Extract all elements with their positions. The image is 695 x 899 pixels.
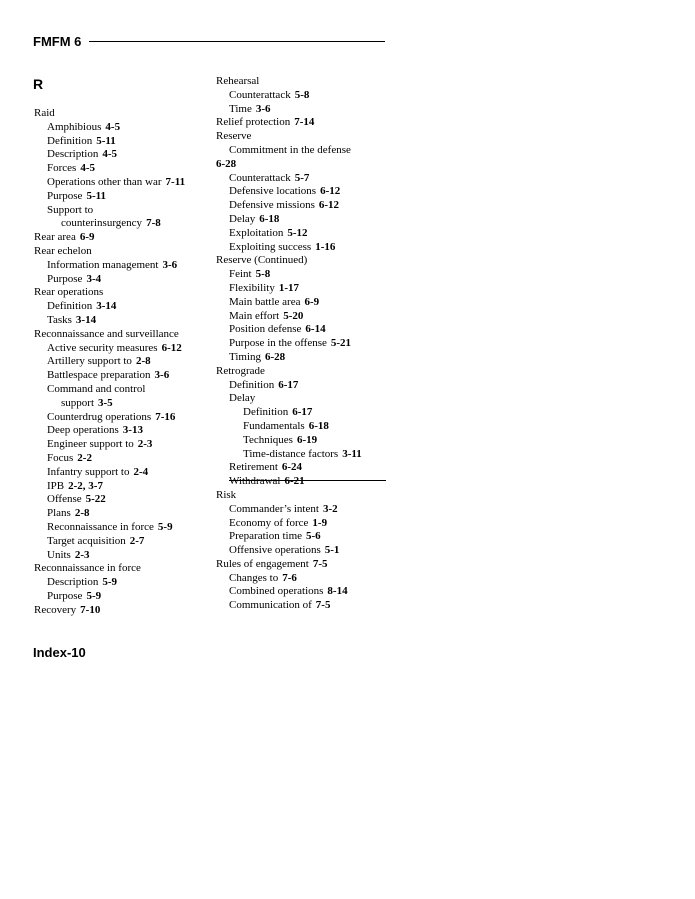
index-entry: [34, 452, 216, 466]
index-entry: [34, 397, 216, 411]
index-page-ref: 7-6: [282, 571, 297, 584]
index-entry: [216, 351, 406, 365]
index-term: Preparation time: [229, 530, 303, 543]
index-entry: [216, 489, 406, 503]
index-page-ref: 5-11: [86, 189, 107, 202]
index-term: Definition: [47, 134, 93, 147]
index-page-ref: 7-11: [165, 175, 186, 188]
index-entry: [216, 144, 406, 158]
index-entry: [34, 286, 216, 300]
index-term: Reconnaissance in force: [47, 520, 154, 533]
index-entry: [216, 544, 406, 558]
index-page-ref: 7-5: [315, 599, 331, 612]
index-term: Information management: [47, 258, 159, 271]
index-entry: [34, 562, 216, 576]
index-entry: [216, 420, 406, 434]
index-entry: [216, 448, 406, 462]
index-page-ref: 2-8: [135, 355, 151, 368]
index-page-ref: 6-14: [305, 323, 326, 336]
index-entry: [34, 549, 216, 563]
index-entry: [216, 75, 406, 89]
index-entry: [34, 190, 216, 204]
index-page-ref: 5-12: [287, 226, 308, 239]
index-page-ref: 5-8: [255, 268, 271, 281]
index-term: Reserve: [216, 130, 252, 143]
index-entry: [34, 328, 216, 342]
index-term: Time-distance factors: [243, 447, 339, 460]
index-page-ref: 1-17: [278, 281, 300, 294]
index-page-ref: 3-2: [322, 502, 338, 515]
index-entry: [34, 162, 216, 176]
index-entry: [34, 438, 216, 452]
index-page-ref: 5-1: [324, 544, 340, 557]
index-entry: [216, 282, 406, 296]
index-entry: [34, 300, 216, 314]
index-page-ref: 6-28: [216, 157, 237, 170]
index-entry: [216, 296, 406, 310]
index-term: Position defense: [229, 323, 302, 336]
index-page-ref: 6-28: [265, 350, 286, 363]
index-page-ref: 3-6: [255, 102, 271, 115]
index-term: Exploitation: [229, 226, 284, 239]
index-page-ref: 1-16: [315, 240, 336, 253]
index-entry: [34, 135, 216, 149]
index-term: Delay: [229, 392, 256, 405]
index-page-ref: 7-8: [146, 217, 161, 230]
index-term: Relief protection: [216, 116, 291, 129]
index-page-ref: 2-4: [133, 465, 149, 478]
index-page-ref: 5-9: [86, 589, 102, 602]
index-term: Rear echelon: [34, 244, 92, 257]
index-page-ref: 6-24: [281, 461, 303, 474]
index-entry: [34, 369, 216, 383]
index-term: Focus: [47, 451, 74, 464]
index-term: Deep operations: [47, 424, 119, 437]
index-term: Flexibility: [229, 281, 275, 294]
index-page-ref: 5-21: [330, 337, 352, 350]
index-entry: [34, 411, 216, 425]
index-term: Infantry support to: [47, 465, 130, 478]
index-term: Counterattack: [229, 171, 291, 184]
index-term: Retirement: [229, 461, 278, 474]
index-term: Rear area: [34, 231, 76, 244]
index-term: Risk: [216, 488, 237, 501]
index-entry: [216, 130, 406, 144]
index-term: Defensive locations: [229, 185, 317, 198]
index-term: Delay: [229, 212, 256, 225]
index-term: support: [61, 396, 94, 409]
index-page-ref: 6-9: [79, 231, 95, 244]
index-page-ref: 6-9: [304, 295, 320, 308]
index-entry: [216, 227, 406, 241]
index-page-ref: 3-11: [342, 447, 362, 460]
index-page-ref: 4-5: [80, 162, 95, 175]
index-entry: [34, 507, 216, 521]
index-column-left: [34, 107, 216, 617]
index-entry: [216, 517, 406, 531]
index-entry: [216, 199, 406, 213]
section-letter: R: [33, 76, 44, 92]
index-page-ref: 3-5: [98, 396, 113, 409]
index-entry: [216, 379, 406, 393]
index-page-ref: 5-9: [157, 520, 173, 533]
index-entry: [216, 585, 406, 599]
index-page-ref: 4-5: [105, 120, 121, 133]
index-entry: [216, 268, 406, 282]
index-page-ref: 5-22: [85, 493, 106, 506]
index-page-ref: 7-10: [80, 603, 101, 616]
index-entry: [34, 466, 216, 480]
index-term: Rear operations: [34, 286, 104, 299]
index-page-ref: 3-13: [122, 424, 143, 437]
index-entry: [216, 323, 406, 337]
index-entry: [34, 355, 216, 369]
index-page-ref: 6-17: [278, 378, 299, 391]
index-entry: [34, 231, 216, 245]
index-page-ref: 6-17: [292, 406, 313, 419]
index-page-ref: 5-7: [294, 171, 310, 184]
page-header: [33, 34, 385, 50]
index-page-ref: 3-6: [154, 369, 170, 382]
index-term: Description: [47, 148, 99, 161]
index-entry: [34, 424, 216, 438]
index-term: Offensive operations: [229, 544, 321, 557]
index-page-ref: 5-6: [306, 530, 321, 543]
index-term: Rules of engagement: [216, 557, 309, 570]
index-entry: [34, 217, 216, 231]
index-entry: [34, 576, 216, 590]
index-page-ref: 5-20: [283, 309, 304, 322]
index-entry: [34, 521, 216, 535]
index-term: Target acquisition: [47, 534, 126, 547]
index-entry: [216, 103, 406, 117]
index-term: Withdrawal: [229, 475, 281, 488]
index-entry: [216, 406, 406, 420]
index-term: Command and control: [47, 382, 146, 395]
index-page-ref: 6-18: [308, 419, 329, 432]
index-page-ref: 3-14: [75, 313, 97, 326]
index-term: Feint: [229, 268, 252, 281]
index-page-ref: 5-9: [102, 576, 117, 589]
index-term: Definition: [47, 300, 93, 313]
index-term: Description: [47, 576, 99, 589]
index-term: Time: [229, 102, 252, 115]
index-entry: [216, 116, 406, 130]
document-title: FMFM 6: [33, 34, 82, 49]
index-entry: [34, 204, 216, 218]
index-page-ref: 5-11: [96, 134, 116, 147]
index-term: Units: [47, 548, 71, 561]
index-entry: [216, 158, 406, 172]
index-entry: [216, 172, 406, 186]
index-entry: [216, 599, 406, 613]
index-term: Techniques: [243, 433, 293, 446]
index-term: Combined operations: [229, 585, 324, 598]
index-entry: [216, 254, 406, 268]
index-entry: [34, 342, 216, 356]
index-entry: [34, 535, 216, 549]
index-entry: [34, 107, 216, 121]
index-page-ref: 2-7: [129, 534, 145, 547]
index-page-ref: 2-3: [74, 548, 90, 561]
index-entry: [216, 572, 406, 586]
index-page-ref: 2-3: [137, 438, 153, 451]
index-term: Reserve (Continued): [216, 254, 308, 267]
index-term: Main effort: [229, 309, 280, 322]
index-term: Purpose in the offense: [229, 337, 327, 350]
header-rule: [89, 41, 385, 42]
index-entry: [216, 461, 406, 475]
index-term: Support to: [47, 203, 94, 216]
index-term: Operations other than war: [47, 175, 162, 188]
index-page-ref: 6-18: [259, 212, 280, 225]
index-entry: [34, 314, 216, 328]
index-page-ref: 2-8: [74, 507, 90, 520]
index-entry: [216, 337, 406, 351]
index-term: IPB: [47, 479, 65, 492]
index-page-ref: 2-2: [77, 451, 92, 464]
index-term: Timing: [229, 350, 262, 363]
index-term: Exploiting success: [229, 240, 312, 253]
index-term: Defensive missions: [229, 199, 315, 212]
index-entry: [216, 434, 406, 448]
index-column-right: [216, 75, 406, 613]
index-term: Engineer support to: [47, 438, 134, 451]
index-entry: [216, 392, 406, 406]
index-page-ref: 6-21: [284, 475, 305, 488]
index-entry: [34, 121, 216, 135]
index-entry: [34, 604, 216, 618]
index-term: Offense: [47, 493, 82, 506]
index-term: Active security measures: [47, 341, 158, 354]
index-page-ref: 1-9: [312, 516, 328, 529]
index-entry: [34, 273, 216, 287]
index-term: Raid: [34, 107, 55, 119]
index-page-ref: 7-5: [312, 557, 328, 570]
index-entry: [216, 185, 406, 199]
index-entry: [216, 310, 406, 324]
index-page-ref: 2-2, 3-7: [68, 479, 103, 492]
index-page-ref: 4-5: [102, 148, 117, 161]
index-term: Communication of: [229, 599, 312, 612]
index-term: Fundamentals: [243, 419, 305, 432]
index-entry: [34, 259, 216, 273]
index-page-ref: 6-12: [161, 341, 182, 354]
index-entry: [216, 241, 406, 255]
index-term: Retrograde: [216, 364, 265, 377]
index-entry: [34, 590, 216, 604]
index-entry: [216, 365, 406, 379]
index-entry: [34, 383, 216, 397]
index-term: Plans: [47, 507, 71, 520]
page-number: Index-10: [33, 645, 86, 660]
index-term: Main battle area: [229, 295, 301, 308]
index-term: Counterattack: [229, 88, 291, 101]
index-entry: [216, 503, 406, 517]
index-term: Counterdrug operations: [47, 410, 152, 423]
index-entry: [34, 493, 216, 507]
index-page-ref: 3-6: [162, 258, 178, 271]
index-entry: [216, 213, 406, 227]
index-term: Artillery support to: [47, 355, 132, 368]
index-term: Battlespace preparation: [47, 369, 151, 382]
index-page-ref: 6-19: [296, 433, 318, 446]
index-entry: [34, 480, 216, 494]
index-term: Commander’s intent: [229, 502, 319, 515]
index-entry: [216, 530, 406, 544]
index-entry: [216, 475, 406, 489]
index-page-ref: 7-14: [294, 116, 315, 129]
index-page-ref: 6-12: [318, 199, 340, 212]
index-term: Rehearsal: [216, 75, 260, 87]
index-term: Forces: [47, 162, 77, 175]
index-term: Reconnaissance in force: [34, 562, 141, 575]
index-term: Purpose: [47, 272, 83, 285]
index-term: Recovery: [34, 603, 77, 616]
index-page-ref: 7-16: [155, 410, 176, 423]
index-term: Purpose: [47, 589, 83, 602]
index-term: counterinsurgency: [61, 217, 143, 230]
index-entry: [34, 148, 216, 162]
index-term: Amphibious: [47, 120, 102, 133]
index-entry: [216, 558, 406, 572]
index-page-ref: 6-12: [320, 185, 341, 198]
index-page-ref: 5-8: [294, 88, 310, 101]
index-page-ref: 8-14: [327, 585, 348, 598]
index-term: Changes to: [229, 571, 279, 584]
index-term: Purpose: [47, 189, 83, 202]
index-term: Economy of force: [229, 516, 309, 529]
index-entry: [216, 89, 406, 103]
index-term: Commitment in the defense: [229, 143, 351, 156]
index-page-ref: 3-14: [96, 300, 117, 313]
index-term: Definition: [243, 406, 289, 419]
index-page-ref: 3-4: [86, 272, 102, 285]
index-term: Definition: [229, 378, 275, 391]
index-entry: [34, 245, 216, 259]
index-term: Tasks: [47, 313, 72, 326]
index-entry: [34, 176, 216, 190]
index-term: Reconnaissance and surveillance: [34, 327, 179, 340]
